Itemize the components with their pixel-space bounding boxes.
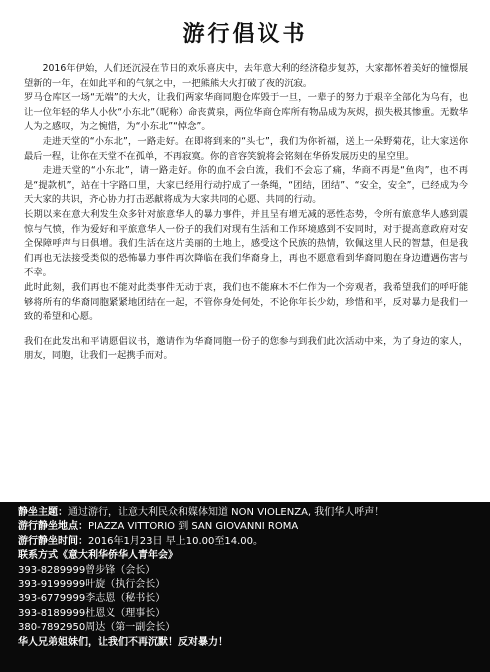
contact-item: 393-8289999曾步锋（会长） (18, 564, 156, 576)
event-theme-row (0, 506, 490, 520)
paragraph-invitation: 我们在此发出和平请愿倡议书，邀请作为华裔同胞一份子的您参与到我们此次活动中来，为了身边的家人，朋友，同胞，让我们一起携手而对。 (24, 335, 468, 362)
event-theme-label: 静坐主题： (18, 507, 68, 518)
event-time-value: 2016年1月23日 早上10.00至14.00。 (88, 535, 263, 547)
event-route-value: PIAZZA VITTORIO 到 SAN GIOVANNI ROMA (88, 521, 299, 533)
contact-item: 393-9199999叶旋（执行会长） (18, 579, 166, 591)
document-body (24, 62, 468, 364)
contact-item: 380-7892950周达（第一副会长） (18, 622, 176, 634)
paragraph-fire: 罗马仓库区一场“无端”的大火，让我们两家华商同胞仓库毁于一旦，一辈子的努力于艰辛全部化为乌有，也让一位年轻的华人小伙“小东北”（昵称）命丧黄泉，两位华商仓库所有物品成为灰烬，损失极其惨重。无数华人为之感叹，为之惋惜，为“小东北”“悼念”。 (24, 92, 468, 133)
event-theme-value: 通过游行，让意大利民众和媒体知道 NON VIOLENZA, 我们华人呼声！ (68, 507, 385, 518)
contact-heading: 联系方式《意大利华侨华人青年会》 (18, 550, 178, 562)
event-route-label: 游行静坐地点： (18, 521, 88, 533)
paragraph-mourning: 走进天堂的“小东北”，一路走好。在即将到来的“头七”，我们为你祈福，送上一朵野菊花，让大家送你最后一程，让你在天堂不在孤单，不再寂寞。你的音容笑貌将会铭刻在华侨发展历史的星空里。 (24, 135, 468, 162)
event-time-row (0, 535, 490, 549)
closing-slogan: 华人兄弟姐妹们，让我们不再沉默！反对暴力！ (18, 636, 228, 648)
event-time-label: 游行静坐时间： (18, 535, 88, 547)
paragraph-violence: 长期以来在意大利发生众多针对旅意华人的暴力事件，并且呈有增无减的恶性态势，令所有旅意华人感到震惊与气愤，作为爱好和平旅意华人一份子的我们对现有生活和工作环境感到不安同时，对于提高意政府对安全保障呼声与日俱增。我们生活在这片美丽的土地上，感受这个民族的热情，钦佩这里人民的智慧，但是我们再也无法接受类似的恐怖暴力事件再次降临在我们华裔身上，再也不愿意看到华裔同胞在身边遭遇伤害与不幸。 (24, 208, 468, 279)
paragraph-opening: 2016年伊始，人们还沉浸在节日的欢乐喜庆中，去年意大利的经济稳步复苏，大家都怀着美好的憧憬展望新的一年，在如此平和的气氛之中，一把熊熊大火打破了夜的沉寂。 (24, 63, 468, 89)
event-info-panel (0, 502, 490, 672)
event-route-row (0, 520, 490, 534)
contact-item: 393-6779999李志恩（秘书长） (18, 593, 166, 605)
document-title: 游行倡议书 (182, 21, 308, 47)
paragraph-unity: 走进天堂的“小东北”，请一路走好。你的血不会白流，我们不会忘了痛，华商不再是“鱼肉”，也不再是“提款机”，站在十字路口里，大家已经用行动拧成了一条绳，“团结，团结”、“安全，安全”，已经成为今天大家的共识，齐心协力打击恶献将成为大家共同的心愿、共同的行动。 (24, 165, 468, 206)
paragraph-appeal: 此时此刻，我们再也不能对此类事件无动于衷，我们也不能麻木不仁作为一个旁观者，我希望我们的呼吁能够将所有的华裔同胞紧紧地团结在一起，不管你身处何处，不论你年长少幼，珍惜和平，反对暴力是我们一致的希望和心愿。 (24, 281, 468, 323)
contact-item: 393-8189999杜恩义（理事长） (18, 607, 166, 619)
